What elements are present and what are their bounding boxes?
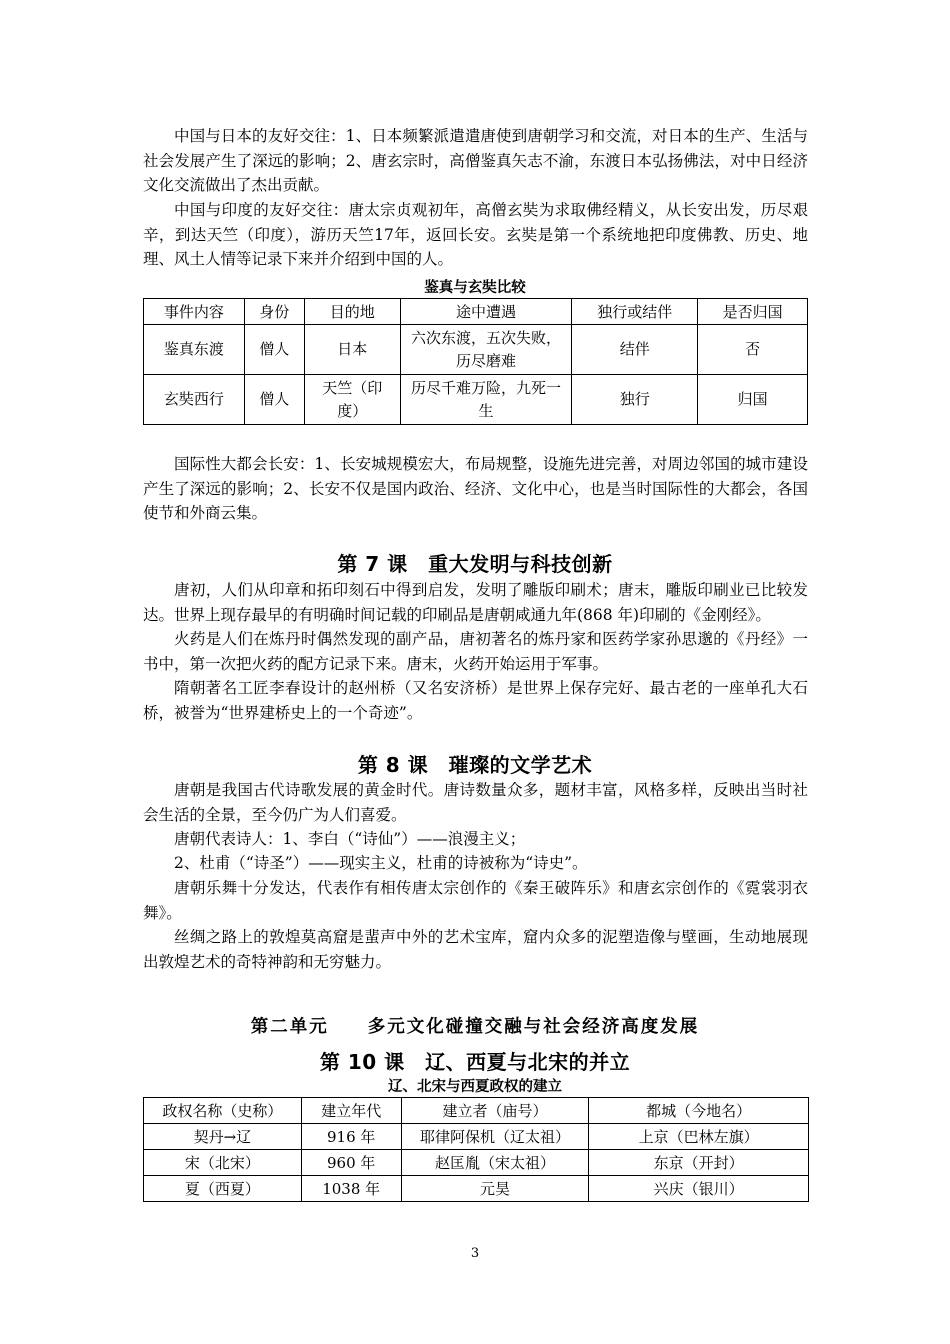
table-cell: 东京（开封） <box>589 1150 809 1176</box>
lesson-7-paragraph: 火药是人们在炼丹时偶然发现的副产品，唐初著名的炼丹家和医药学家孙思邈的《丹经》一书中，第一次把火药的配方记录下来。唐末，火药开始运用于军事。 <box>143 630 808 673</box>
table-cell: 天竺（印度） <box>304 375 400 425</box>
table-row <box>144 1176 809 1202</box>
table-header-row <box>144 1098 809 1124</box>
lesson-7-paragraph: 隋朝著名工匠李春设计的赵州桥（又名安济桥）是世界上保存完好、最古老的一座单孔大石桥，被誉为“世界建桥史上的一个奇迹”。 <box>143 679 808 722</box>
table-cell: 上京（巴林左旗） <box>589 1124 809 1150</box>
table-caption: 鉴真与玄奘比较 <box>424 280 526 296</box>
header-cell: 都城（今地名） <box>589 1098 809 1124</box>
table-row <box>144 1124 809 1150</box>
regimes-table <box>143 1097 809 1202</box>
lesson-8-paragraph: 2、杜甫（“诗圣”）——现实主义，杜甫的诗被称为“诗史”。 <box>174 854 588 872</box>
lesson-7-title: 第 7 课 重大发明与科技创新 <box>337 552 613 576</box>
lesson-8-paragraph: 唐朝是我国古代诗歌发展的黄金时代。唐诗数量众多，题材丰富，风格多样，反映出当时社会生活的全景，至今仍广为人们喜爱。 <box>143 781 808 824</box>
table-cell: 960 年 <box>301 1150 401 1176</box>
comparison-table <box>143 298 808 425</box>
table-cell: 赵匡胤（宋太祖） <box>401 1150 589 1176</box>
header-cell: 政权名称（史称） <box>144 1098 302 1124</box>
table-cell: 玄奘西行 <box>144 375 245 425</box>
table-cell: 宋（北宋） <box>144 1150 302 1176</box>
table-row <box>144 1150 809 1176</box>
header-cell: 事件内容 <box>144 299 245 325</box>
table-cell: 兴庆（银川） <box>589 1176 809 1202</box>
table-cell: 结伴 <box>572 325 698 375</box>
table-row <box>144 325 808 375</box>
table-cell: 鉴真东渡 <box>144 325 245 375</box>
table-cell: 元昊 <box>401 1176 589 1202</box>
header-cell: 建立者（庙号） <box>401 1098 589 1124</box>
table-cell: 归国 <box>698 375 808 425</box>
unit-2-title: 第二单元 多元文化碰撞交融与社会经济高度发展 <box>250 1017 700 1037</box>
paragraph-changan: 国际性大都会长安：1、长安城规模宏大，布局规整，设施先进完善，对周边邻国的城市建设产生了深远的影响；2、长安不仅是国内政治、经济、文化中心，也是当时国际性的大都会，各国使节和外商云集。 <box>143 455 808 522</box>
lesson-8-paragraph: 唐朝代表诗人：1、李白（“诗仙”）——浪漫主义； <box>174 830 526 848</box>
table-cell: 耶律阿保机（辽太祖） <box>401 1124 589 1150</box>
table-cell: 独行 <box>572 375 698 425</box>
header-cell: 途中遭遇 <box>400 299 572 325</box>
table-cell: 僧人 <box>244 375 304 425</box>
header-cell: 目的地 <box>304 299 400 325</box>
page-number: 3 <box>470 1246 480 1261</box>
table-row <box>144 375 808 425</box>
header-cell: 建立年代 <box>301 1098 401 1124</box>
header-cell: 是否归国 <box>698 299 808 325</box>
table-header-row <box>144 299 808 325</box>
table-cell: 1038 年 <box>301 1176 401 1202</box>
paragraph-china-japan: 中国与日本的友好交往：1、日本频繁派遣遣唐使到唐朝学习和交流，对日本的生产、生活与社会发展产生了深远的影响；2、唐玄宗时，高僧鉴真矢志不渝，东渡日本弘扬佛法，对中日经济文化交流做出了杰出贡献。 <box>143 127 808 194</box>
table-cell: 僧人 <box>244 325 304 375</box>
lesson-8-paragraph: 唐朝乐舞十分发达，代表作有相传唐太宗创作的《秦王破阵乐》和唐玄宗创作的《霓裳羽衣舞》。 <box>143 879 808 922</box>
table-cell: 日本 <box>304 325 400 375</box>
table-caption: 辽、北宋与西夏政权的建立 <box>388 1079 562 1095</box>
table-cell: 夏（西夏） <box>144 1176 302 1202</box>
table-cell: 916 年 <box>301 1124 401 1150</box>
table-cell: 否 <box>698 325 808 375</box>
lesson-10-title: 第 10 课 辽、西夏与北宋的并立 <box>319 1050 631 1074</box>
lesson-7-paragraph: 唐初，人们从印章和拓印刻石中得到启发，发明了雕版印刷术；唐末，雕版印刷业已比较发达。世界上现存最早的有明确时间记载的印刷品是唐朝咸通九年(868 年)印刷的《金刚经》。 <box>143 581 808 624</box>
lesson-8-title: 第 8 课 璀璨的文学艺术 <box>357 753 593 777</box>
table-cell: 契丹→辽 <box>144 1124 302 1150</box>
paragraph-china-india: 中国与印度的友好交往：唐太宗贞观初年，高僧玄奘为求取佛经精义，从长安出发，历尽艰辛，到达天竺（印度），游历天竺17年，返回长安。玄奘是第一个系统地把印度佛教、历史、地理、风土人情等记录下来并介绍到中国的人。 <box>143 201 808 268</box>
table-cell: 历尽千难万险，九死一生 <box>400 375 572 425</box>
lesson-8-paragraph: 丝绸之路上的敦煌莫高窟是蜚声中外的艺术宝库，窟内众多的泥塑造像与壁画，生动地展现出敦煌艺术的奇特神韵和无穷魅力。 <box>143 928 808 971</box>
table-cell: 六次东渡，五次失败，历尽磨难 <box>400 325 572 375</box>
header-cell: 独行或结伴 <box>572 299 698 325</box>
header-cell: 身份 <box>244 299 304 325</box>
